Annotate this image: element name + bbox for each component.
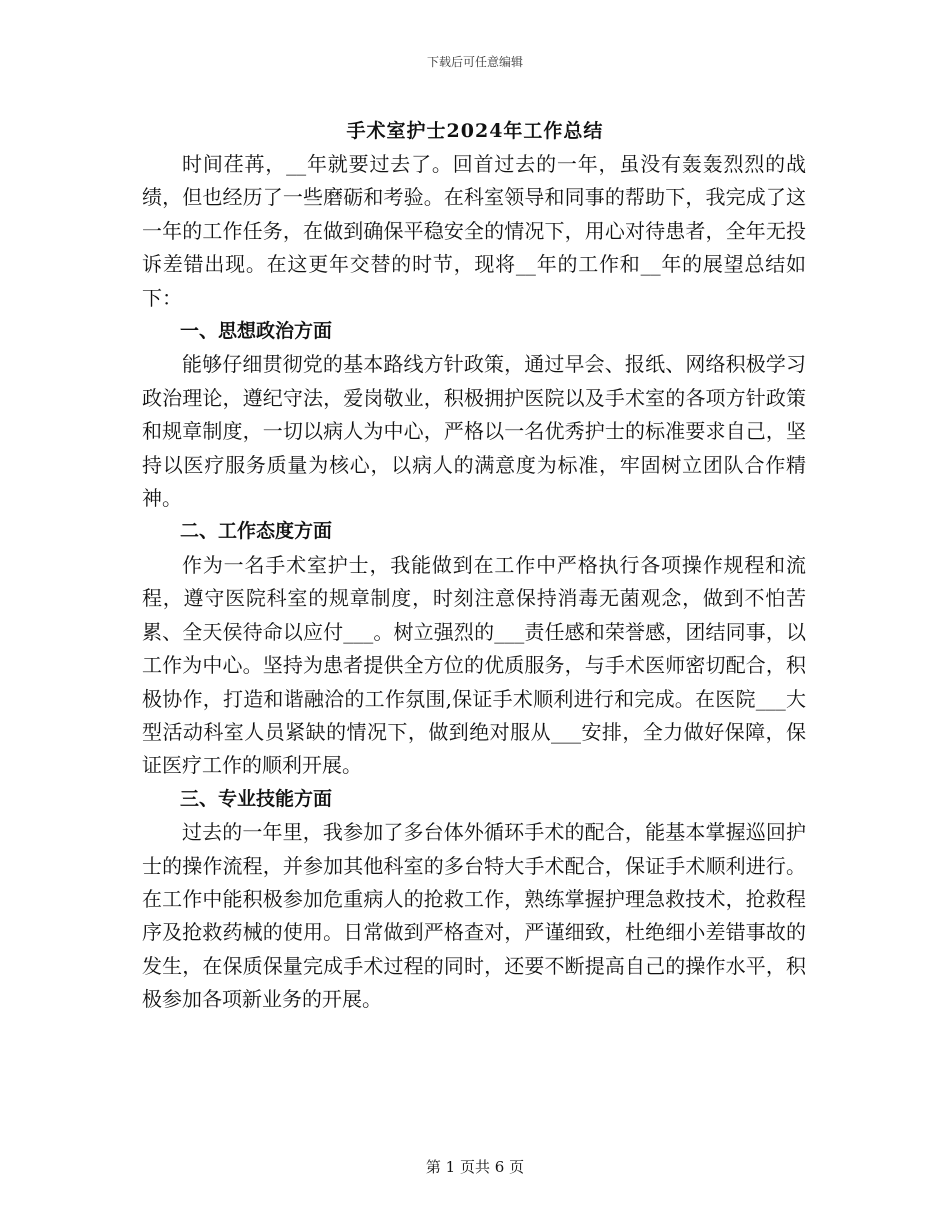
header-note: 下载后可任意编辑 <box>426 55 523 69</box>
section-heading-politics: 一、思想政治方面 <box>180 320 333 343</box>
section-body-skills: 过去的一年里，我参加了多台体外循环手术的配合，能基本掌握巡回护士的操作流程，并参加其他科室的多台特大手术配合，保证手术顺利进行。在工作中能积极参加危重病人的抢救工作，熟练掌握护理急救技术，抢救程序及抢救药械的使用。日常做到严格查对，严谨细致，杜绝细小差错事故的发生，在保质保量完成手术过程的同时，还要不断提高自己的操作水平，积极参加各项新业务的开展。 <box>142 820 806 1012</box>
intro-paragraph: 时间荏苒，__年就要过去了。回首过去的一年，虽没有轰轰烈烈的战绩，但也经历了一些磨砺和考验。在科室领导和同事的帮助下，我完成了这一年的工作任务，在做到确保平稳安全的情况下，用心对待患者，全年无投诉差错出现。在这更年交替的时节，现将__年的工作和__年的展望总结如下： <box>142 152 806 310</box>
document-title: 手术室护士2024年工作总结 <box>346 120 604 142</box>
page-footer: 第 1 页共 6 页 <box>425 1158 525 1176</box>
document-body <box>142 148 806 1017</box>
section-heading-attitude: 二、工作态度方面 <box>180 520 333 543</box>
section-body-politics: 能够仔细贯彻党的基本路线方针政策，通过早会、报纸、网络积极学习政治理论，遵纪守法，爱岗敬业，积极拥护医院以及手术室的各项方针政策和规章制度，一切以病人为中心，严格以一名优秀护士的标准要求自己，坚持以医疗服务质量为核心，以病人的满意度为标准，牢固树立团队合作精神。 <box>142 352 806 511</box>
section-heading-skills: 三、专业技能方面 <box>180 787 333 810</box>
section-body-attitude: 作为一名手术室护士，我能做到在工作中严格执行各项操作规程和流程，遵守医院科室的规章制度，时刻注意保持消毒无菌观念，做到不怕苦累、全天侯待命以应付___。树立强烈的___责任感和荣誉感，团结同事，以工作为中心。坚持为患者提供全方位的优质服务，与手术医师密切配合，积极协作，打造和谐融洽的工作氛围,保证手术顺利进行和完成。在医院___大型活动科室人员紧缺的情况下，做到绝对服从___安排，全力做好保障，保证医疗工作的顺利开展。 <box>142 552 806 778</box>
